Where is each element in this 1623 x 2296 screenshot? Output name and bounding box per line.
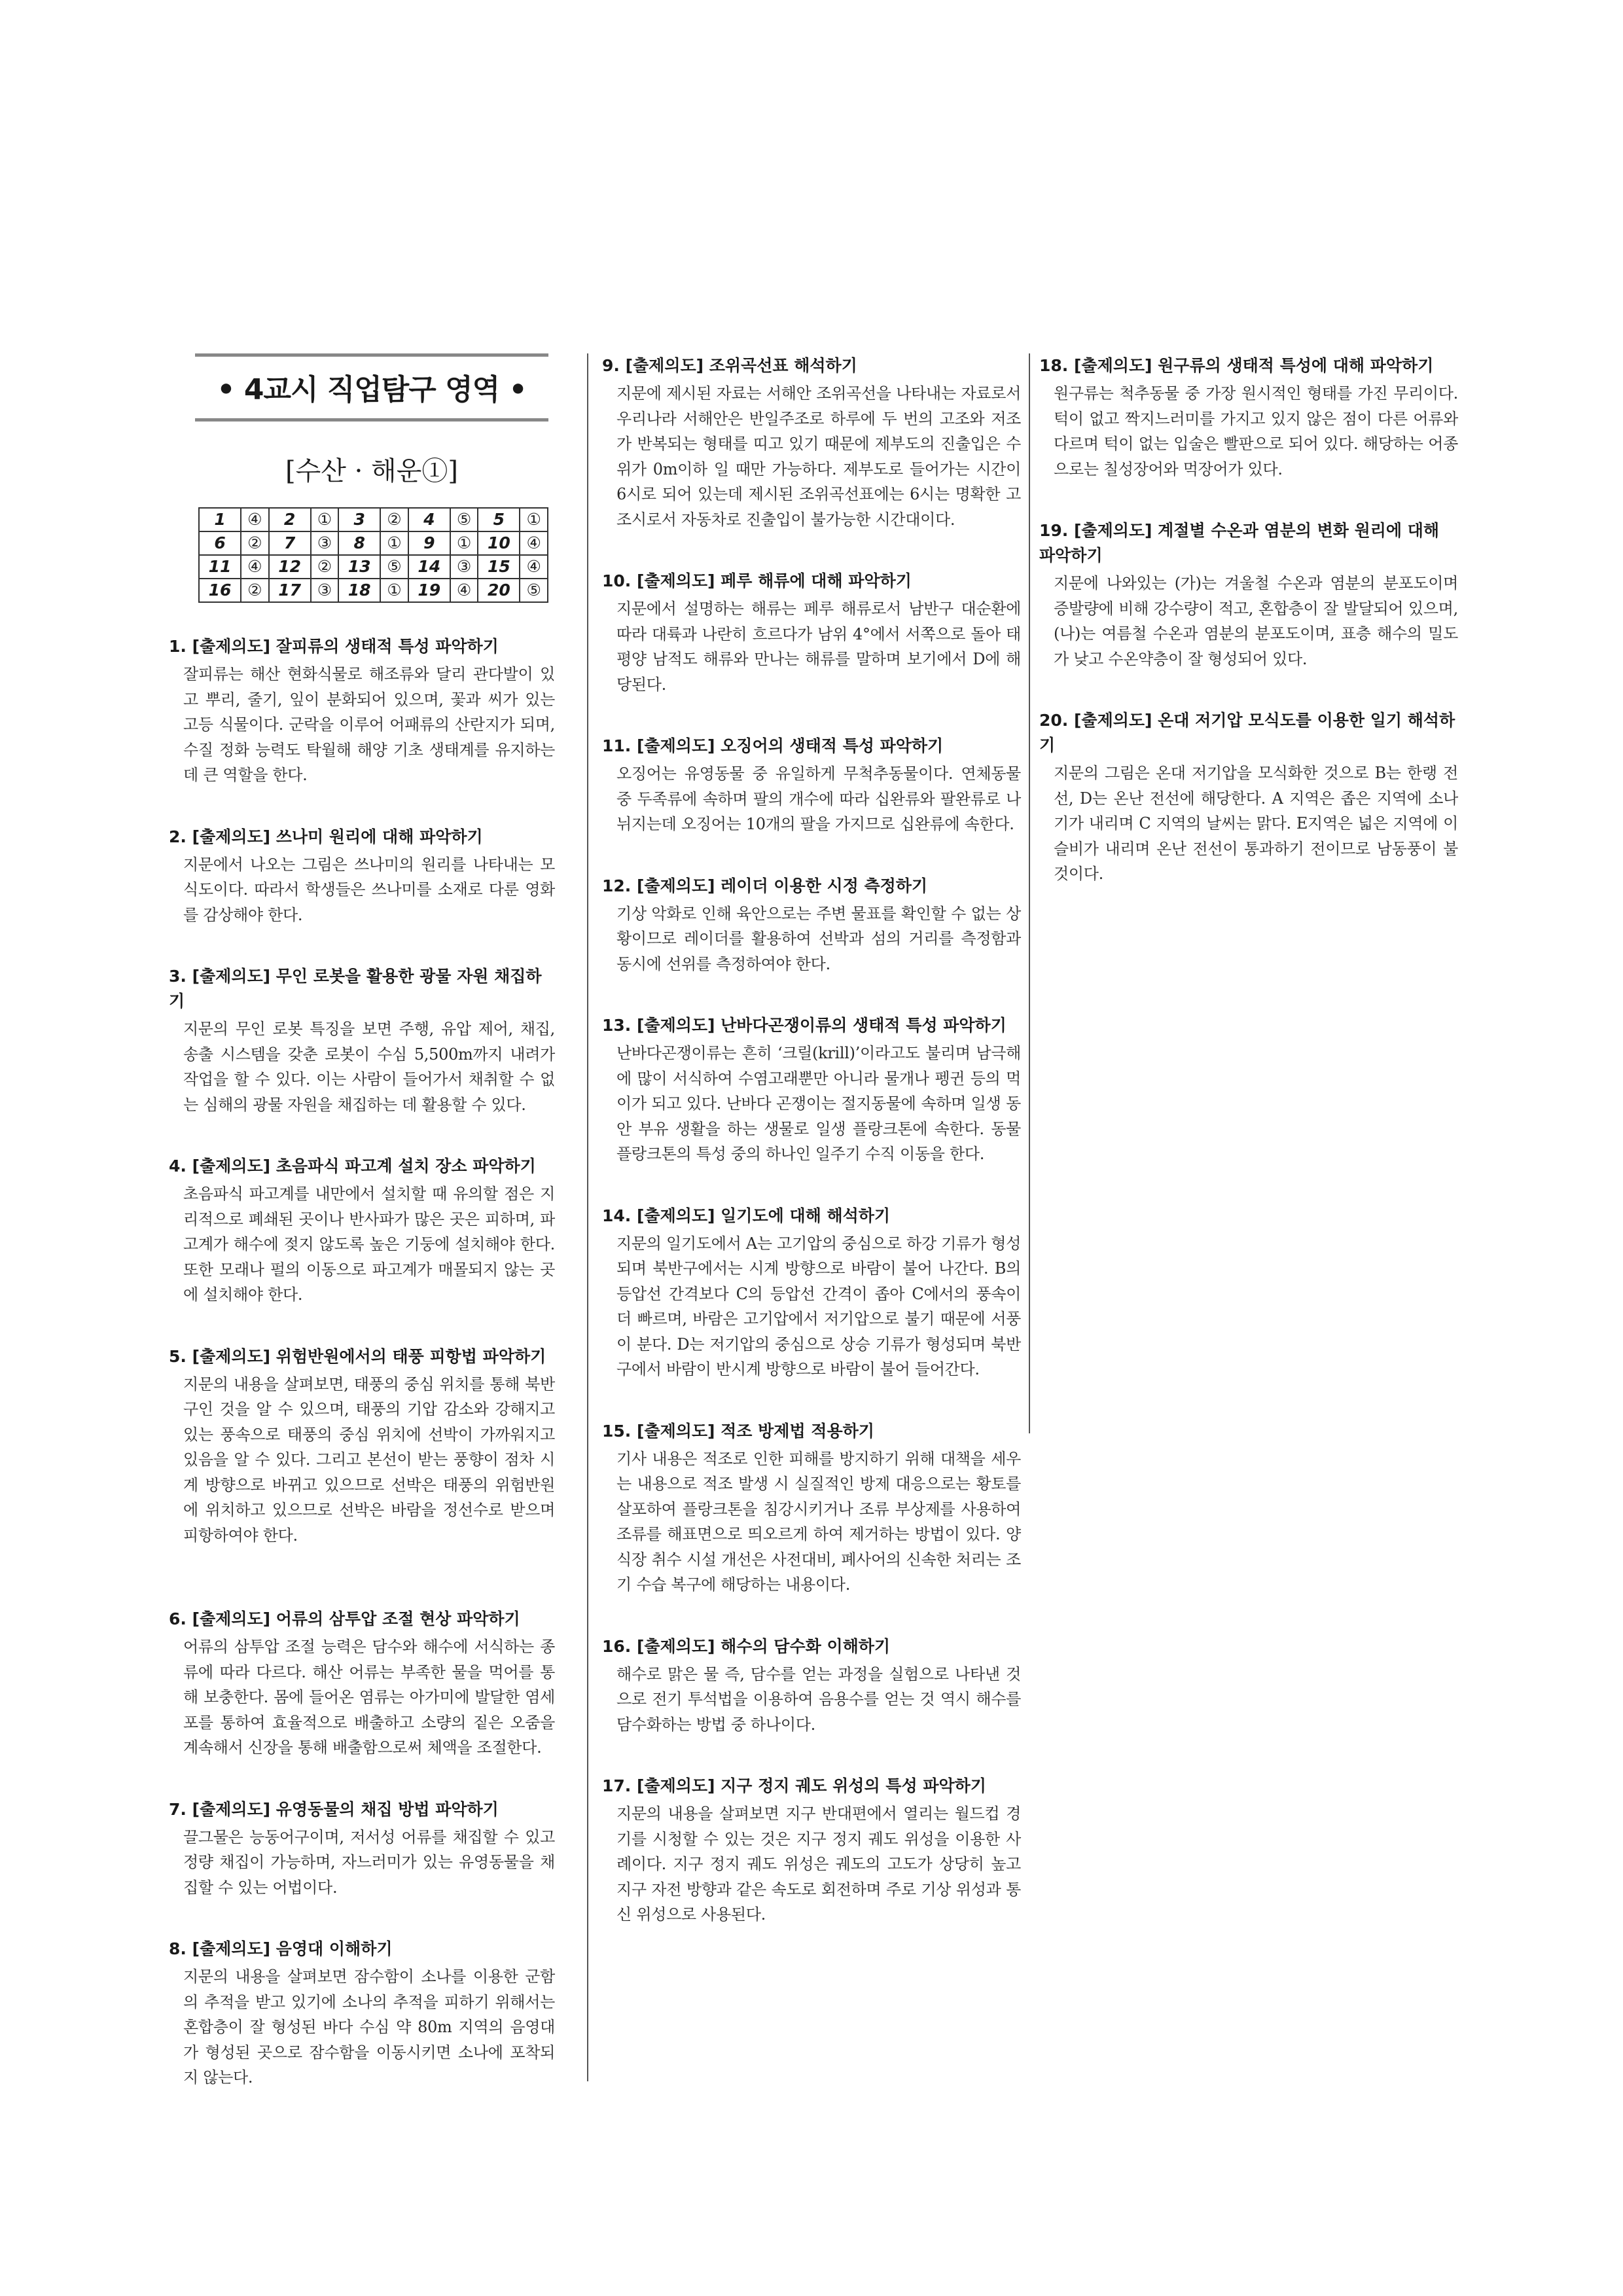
item-17 <box>602 1774 1021 1928</box>
answer-row <box>199 531 548 555</box>
column-1 <box>169 353 555 2127</box>
question-number: 5 <box>478 508 520 531</box>
item-16 <box>602 1634 1021 1738</box>
item-heading: 18. [출제의도] 원구류의 생태적 특성에 대해 파악하기 <box>1039 356 1434 375</box>
answer-choice: ① <box>380 531 408 555</box>
column-2 <box>602 353 1021 1964</box>
item-body: 초음파식 파고계를 내만에서 설치할 때 유의할 점은 지리적으로 폐쇄된 곳이나 반사파가 많은 곳은 피하며, 파고계가 해수에 젖지 않도록 높은 기둥에 설치해야 한다. 또한 모래나 펄의 이동으로 파고계가 매몰되지 않는 곳에 설치해야 한다. <box>183 1185 555 1304</box>
item-heading: 2. [출제의도] 쓰나미 원리에 대해 파악하기 <box>169 827 483 846</box>
question-number: 7 <box>269 531 311 555</box>
item-1 <box>169 634 555 788</box>
answer-choice: ④ <box>241 555 269 579</box>
column-divider <box>587 353 588 2081</box>
question-number: 6 <box>199 531 241 555</box>
item-body: 오징어는 유영동물 중 유일하게 무척추동물이다. 연체동물 중 두족류에 속하며 팔의 개수에 따라 십완류와 팔완류로 나뉘지는데 오징어는 10개의 팔을 가지므로 십완류에 속한다. <box>616 764 1021 833</box>
item-body: 지문의 내용을 살펴보면 잠수함이 소나를 이용한 군함의 추적을 받고 있기에 소나의 추적을 피하기 위해서는 혼합층이 잘 형성된 바다 수심 약 80m 지역의 음영대가 형성된 곳으로 잠수함을 이동시키면 소나에 포착되지 않는다. <box>183 1967 555 2087</box>
item-body: 원구류는 척추동물 중 가장 원시적인 형태를 가진 무리이다. 턱이 없고 짝지느러미를 가지고 있지 않은 점이 다른 어류와 다르며 턱이 없는 입술은 빨판으로 되어 있다. 해당하는 어종으로는 칠성장어와 먹장어가 있다. <box>1054 384 1458 478</box>
item-body: 끌그물은 능동어구이며, 저서성 어류를 채집할 수 있고 정량 채집이 가능하며, 자느러미가 있는 유영동물을 채집할 수 있는 어법이다. <box>183 1827 555 1897</box>
answer-choice: ⑤ <box>380 555 408 579</box>
item-body: 지문의 내용을 살펴보면, 태풍의 중심 위치를 통해 북반구인 것을 알 수 있으며, 태풍의 기압 감소와 강해지고 있는 풍속으로 태풍의 중심 위치에 선박이 가까워지고 있음을 알 수 있다. 그리고 본선이 받는 풍향이 점차 시계 방향으로 바뀌고 있으므로 선박은 태풍의 위험반원에 위치하고 있으므로 선박은 바람을 정선수로 받으며 피항하여야 한다. <box>183 1374 555 1545</box>
item-heading: 3. [출제의도] 무인 로봇을 활용한 광물 자원 채집하기 <box>169 967 542 1011</box>
question-number: 15 <box>478 555 520 579</box>
item-body: 어류의 삼투압 조절 능력은 담수와 해수에 서식하는 종류에 따라 다르다. 해산 어류는 부족한 물을 먹어를 통해 보충한다. 몸에 들어온 염류는 아가미에 발달한 염세포를 통하여 효율적으로 배출하고 소량의 짙은 오줌을 계속해서 신장을 통해 배출함으로써 체액을 조절한다. <box>183 1638 555 1757</box>
item-body: 해수로 맑은 물 즉, 담수를 얻는 과정을 실험으로 나타낸 것으로 전기 투석법을 이용하여 음용수를 얻는 것 역시 해수를 담수화하는 방법 중 하나이다. <box>616 1664 1021 1734</box>
answer-choice: ⑤ <box>520 579 548 602</box>
item-heading: 19. [출제의도] 계절별 수온과 염분의 변화 원리에 대해 파악하기 <box>1039 521 1440 565</box>
item-body: 잘피류는 해산 현화식물로 해조류와 달리 관다발이 있고 뿌리, 줄기, 잎이 분화되어 있으며, 꽃과 씨가 있는 고등 식물이다. 군락을 이루어 어패류의 산란지가 되며, 수질 정화 능력도 탁월해 해양 기초 생태계를 유지하는 데 큰 역할을 한다. <box>183 665 555 784</box>
item-body: 지문에 제시된 자료는 서해안 조위곡선을 나타내는 자료로서 우리나라 서해안은 반일주조로 하루에 두 번의 고조와 저조가 반복되는 형태를 띠고 있기 때문에 제부도의 진출입은 수위가 0m이하 일 때만 가능하다. 제부도로 들어가는 시간이 6시로 되어 있는데 제시된 조위곡선표에는 6시는 명확한 고조시로서 자동차로 진출입이 불가능한 시간대이다. <box>616 384 1021 529</box>
column-3 <box>1039 353 1458 924</box>
item-heading: 10. [출제의도] 페루 해류에 대해 파악하기 <box>602 571 912 590</box>
answer-choice: ③ <box>311 531 339 555</box>
item-5 <box>169 1344 555 1549</box>
item-heading: 11. [출제의도] 오징어의 생태적 특성 파악하기 <box>602 736 944 755</box>
answer-choice: ② <box>241 531 269 555</box>
answer-choice: ① <box>450 531 478 555</box>
answer-choice: ④ <box>520 531 548 555</box>
question-number: 2 <box>269 508 311 531</box>
item-heading: 9. [출제의도] 조위곡선표 해석하기 <box>602 356 857 375</box>
question-number: 1 <box>199 508 241 531</box>
answer-choice: ② <box>241 579 269 602</box>
answer-choice: ⑤ <box>450 508 478 531</box>
answer-choice: ④ <box>241 508 269 531</box>
answer-choice: ② <box>380 508 408 531</box>
item-11 <box>602 734 1021 837</box>
answer-choice: ④ <box>520 555 548 579</box>
item-body: 지문의 그림은 온대 저기압을 모식화한 것으로 B는 한랭 전선, D는 온난 전선에 해당한다. A 지역은 좁은 지역에 소나기가 내리며 C 지역의 날씨는 맑다. E지역은 넓은 지역에 이슬비가 내리며 온난 전선이 통과하기 전이므로 남동풍이 불 것이다. <box>1054 764 1458 883</box>
question-number: 4 <box>408 508 450 531</box>
item-12 <box>602 874 1021 977</box>
item-heading: 13. [출제의도] 난바다곤쟁이류의 생태적 특성 파악하기 <box>602 1016 1007 1035</box>
explanations-col1 <box>169 634 555 2090</box>
question-number: 12 <box>269 555 311 579</box>
answer-choice: ① <box>311 508 339 531</box>
answer-key-table <box>198 507 548 603</box>
item-heading: 12. [출제의도] 레이더 이용한 시정 측정하기 <box>602 876 928 895</box>
question-number: 9 <box>408 531 450 555</box>
item-heading: 16. [출제의도] 해수의 담수화 이해하기 <box>602 1636 891 1656</box>
item-body: 지문에 나와있는 (가)는 겨울철 수온과 염분의 분포도이며 증발량에 비해 강수량이 적고, 혼합층이 잘 발달되어 있으며, (나)는 여름철 수온과 염분의 분포도이며, 표층 해수의 밀도가 낮고 수온약층이 잘 형성되어 있다. <box>1054 574 1458 668</box>
item-body: 지문에서 나오는 그림은 쓰나미의 원리를 나타내는 모식도이다. 따라서 학생들은 쓰나미를 소재로 다룬 영화를 감상해야 한다. <box>183 855 555 924</box>
question-number: 10 <box>478 531 520 555</box>
question-number: 16 <box>199 579 241 602</box>
item-body: 지문의 무인 로봇 특징을 보면 주행, 유압 제어, 채집, 송출 시스템을 갖춘 로봇이 수심 5,500m까지 내려가 작업을 할 수 있다. 이는 사람이 들어가서 채취할 수 없는 심해의 광물 자원을 채집하는 데 활용할 수 있다. <box>183 1020 555 1114</box>
item-heading: 14. [출제의도] 일기도에 대해 해석하기 <box>602 1206 891 1225</box>
item-heading: 8. [출제의도] 음영대 이해하기 <box>169 1939 393 1958</box>
answer-choice: ② <box>311 555 339 579</box>
question-number: 8 <box>338 531 380 555</box>
item-13 <box>602 1013 1021 1167</box>
item-body: 기상 악화로 인해 육안으로는 주변 물표를 확인할 수 없는 상황이므로 레이더를 활용하여 선박과 섬의 거리를 측정함과 동시에 선위를 측정하여야 한다. <box>616 904 1021 973</box>
question-number: 3 <box>338 508 380 531</box>
item-body: 지문에서 설명하는 해류는 페루 해류로서 남반구 대순환에 따라 대륙과 나란히 흐르다가 남위 4°에서 서쪽으로 돌아 태평양 남적도 해류와 만나는 해류를 말하며 보기에서 D에 해당된다. <box>616 600 1021 694</box>
column-divider <box>1029 353 1030 1433</box>
item-19 <box>1039 518 1458 672</box>
question-number: 18 <box>338 579 380 602</box>
answer-row <box>199 508 548 531</box>
item-3 <box>169 964 555 1117</box>
question-number: 14 <box>408 555 450 579</box>
answer-choice: ① <box>520 508 548 531</box>
item-2 <box>169 825 555 928</box>
item-7 <box>169 1797 555 1901</box>
answer-row <box>199 579 548 602</box>
question-number: 19 <box>408 579 450 602</box>
question-number: 13 <box>338 555 380 579</box>
item-heading: 5. [출제의도] 위험반원에서의 태풍 피항법 파악하기 <box>169 1346 546 1366</box>
item-body: 지문의 내용을 살펴보면 지구 반대편에서 열리는 월드컵 경기를 시청할 수 있는 것은 지구 정지 궤도 위성을 이용한 사례이다. 지구 정지 궤도 위성은 궤도의 고도가 상당히 높고 지구 자전 방향과 같은 속도로 회전하며 주로 기상 위성과 통신 위성으로 사용된다. <box>616 1804 1021 1924</box>
item-body: 난바다곤쟁이류는 흔히 ‘크릴(krill)’이라고도 불리며 남극해에 많이 서식하여 수염고래뿐만 아니라 물개나 펭귄 등의 먹이가 되고 있다. 난바다 곤쟁이는 절지동물에 속하며 일생 동안 부유 생활을 하는 생물로 일생 플랑크톤에 속한다. 동물 플랑크톤의 특성 중의 하나인 일주기 수직 이동을 한다. <box>616 1044 1021 1163</box>
answer-choice: ③ <box>311 579 339 602</box>
question-number: 17 <box>269 579 311 602</box>
item-heading: 6. [출제의도] 어류의 삼투압 조절 현상 파악하기 <box>169 1609 520 1628</box>
question-number: 11 <box>199 555 241 579</box>
item-heading: 4. [출제의도] 초음파식 파고계 설치 장소 파악하기 <box>169 1157 536 1175</box>
subject-title: [수산 · 해운①] <box>285 456 458 486</box>
section-banner: • 4교시 직업탐구 영역 • <box>195 353 548 422</box>
item-heading: 17. [출제의도] 지구 정지 궤도 위성의 특성 파악하기 <box>602 1776 986 1795</box>
item-heading: 1. [출제의도] 잘피류의 생태적 특성 파악하기 <box>169 637 499 656</box>
item-heading: 15. [출제의도] 적조 방제법 적용하기 <box>602 1421 874 1441</box>
item-14 <box>602 1204 1021 1382</box>
item-18 <box>1039 353 1458 482</box>
item-heading: 7. [출제의도] 유영동물의 채집 방법 파악하기 <box>169 1799 499 1819</box>
item-4 <box>169 1154 555 1308</box>
item-heading: 20. [출제의도] 온대 저기압 모식도를 이용한 일기 해석하기 <box>1039 711 1455 755</box>
item-body: 지문의 일기도에서 A는 고기압의 중심으로 하강 기류가 형성되며 북반구에서는 시계 방향으로 바람이 불어 나간다. B의 등압선 간격보다 C의 등압선 간격이 좁아 C에서의 풍속이 더 빠르며, 바람은 고기압에서 저기압으로 불기 때문에 서풍이 분다. D는 저기압의 중심으로 상승 기류가 형성되며 북반구에서 바람이 반시계 방향으로 바람이 불어 들어간다. <box>616 1234 1021 1378</box>
item-6 <box>169 1607 555 1761</box>
item-10 <box>602 569 1021 697</box>
answer-choice: ③ <box>450 555 478 579</box>
item-body: 기사 내용은 적조로 인한 피해를 방지하기 위해 대책을 세우는 내용으로 적조 발생 시 실질적인 방제 대응으로는 황토를 살포하여 플랑크톤을 침강시키거나 조류 부상제를 사용하여 조류를 해표면으로 띄오르게 하여 제거하는 방법이 있다. 양식장 취수 시설 개선은 사전대비, 폐사어의 신속한 처리는 조기 수습 복구에 해당하는 내용이다. <box>616 1449 1021 1594</box>
answer-row <box>199 555 548 579</box>
answer-choice: ① <box>380 579 408 602</box>
item-9 <box>602 353 1021 532</box>
item-20 <box>1039 708 1458 887</box>
answer-choice: ④ <box>450 579 478 602</box>
item-8 <box>169 1937 555 2090</box>
item-15 <box>602 1419 1021 1598</box>
question-number: 20 <box>478 579 520 602</box>
